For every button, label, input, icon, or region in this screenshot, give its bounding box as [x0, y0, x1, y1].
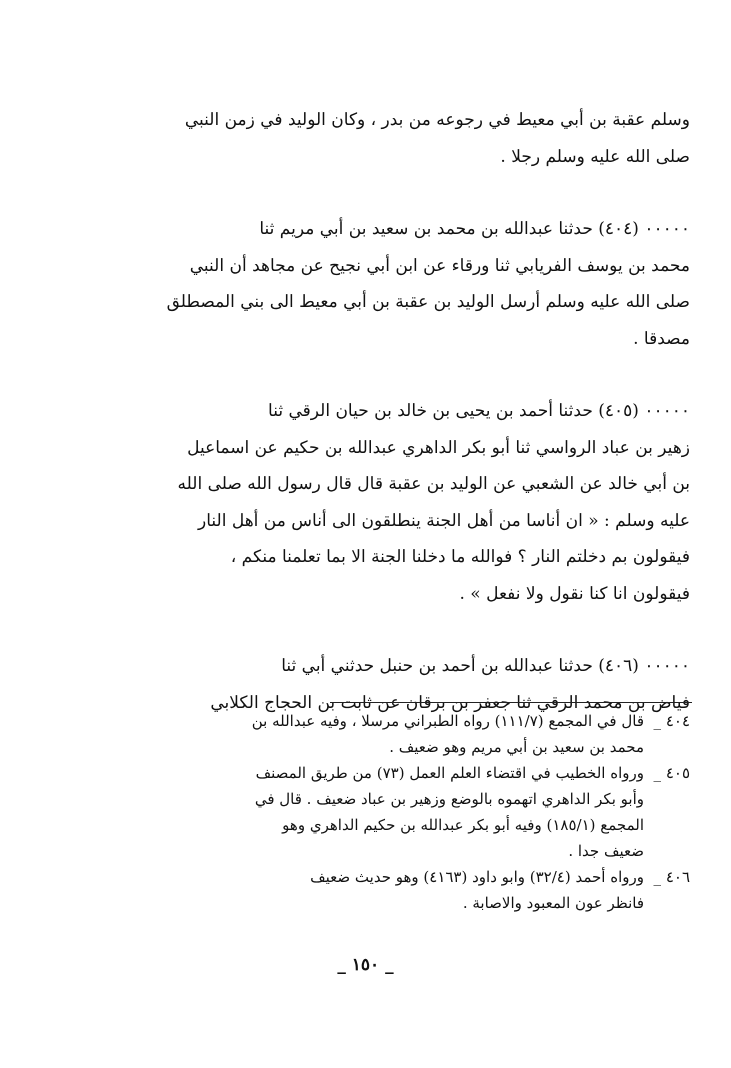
text-line: محمد بن يوسف الفريابي ثنا ورقاء عن ابن أبي نجيح عن مجاهد أن النبي	[189, 255, 690, 276]
paragraph-continuation	[60, 102, 690, 175]
footnotes	[60, 708, 690, 916]
text-line: ٠٠٠٠٠ (٤٠٥) حدثنا أحمد بن يحيى بن خالد بن حيان الرقي ثنا	[268, 401, 690, 421]
footnote-404	[60, 708, 690, 760]
footnote-text	[60, 708, 644, 760]
text-line: ٠٠٠٠٠ (٤٠٤) حدثنا عبدالله بن محمد بن سعيد بن أبي مريم ثنا	[259, 219, 690, 239]
footnote-406	[60, 864, 690, 916]
text-line: بن أبي خالد عن الشعبي عن الوليد بن عقبة قال قال رسول الله صلى الله	[177, 474, 690, 494]
page-number: _ ١٥٠ _	[337, 955, 394, 975]
footnote-line: المجمع (١٨٥/١) وفيه أبو بكر عبدالله بن حكيم الداهري وهو	[282, 816, 644, 834]
footnote-line: فانظر عون المعبود والاصابة .	[462, 894, 644, 912]
text-line: فيقولون انا كنا نقول ولا نفعل » .	[459, 583, 690, 604]
text-line: مصدقا .	[633, 328, 690, 349]
footnote-line: محمد بن سعيد بن أبي مريم وهو ضعيف .	[389, 738, 644, 756]
footnote-line: ورواه أحمد (٣٢/٤) وابو داود (٤١٦٣) وهو حديث ضعيف	[310, 868, 644, 886]
footnote-number: ٤٠٥ _	[653, 764, 690, 782]
footnote-number: ٤٠٤ _	[653, 712, 690, 730]
text-line: ٠٠٠٠٠ (٤٠٦) حدثنا عبدالله بن أحمد بن حنبل حدثني أبي ثنا	[281, 656, 690, 676]
hadith-404	[60, 211, 690, 357]
footnote-number: ٤٠٦ _	[653, 868, 690, 886]
footnote-text	[60, 760, 644, 864]
main-text	[60, 102, 690, 721]
footnote-line: قال في المجمع (١١١/٧) رواه الطبراني مرسلا ، وفيه عبدالله بن	[251, 712, 644, 730]
text-line: فيقولون بم دخلتم النار ؟ فوالله ما دخلنا الجنة الا بما تعلمنا منكم ،	[230, 547, 690, 567]
text-line: عليه وسلم : « ان أناسا من أهل الجنة ينطلقون الى أناس من أهل النار	[198, 510, 690, 531]
footnote-divider	[330, 702, 692, 703]
footnote-line: وأبو بكر الداهري اتهموه بالوضع وزهير بن عباد ضعيف . قال في	[254, 790, 644, 808]
text-line: وسلم عقبة بن أبي معيط في رجوعه من بدر ، وكان الوليد في زمن النبي	[184, 110, 690, 130]
text-line: صلى الله عليه وسلم رجلا .	[500, 146, 690, 167]
footnote-line: ورواه الخطيب في اقتضاء العلم العمل (٧٣) من طريق المصنف	[255, 764, 644, 782]
footnote-text	[60, 864, 644, 916]
text-line: زهير بن عباد الرواسي ثنا أبو بكر الداهري عبدالله بن حكيم عن اسماعيل	[187, 437, 690, 458]
footnote-line: ضعيف جدا .	[568, 842, 644, 860]
text-line: صلى الله عليه وسلم أرسل الوليد بن عقبة بن أبي معيط الى بني المصطلق	[166, 292, 690, 312]
text-line: فياض بن محمد الرقي ثنا جعفر بن برقان عن ثابت بن الحجاج الكلابي	[210, 692, 690, 713]
footnote-405	[60, 760, 690, 864]
hadith-405	[60, 393, 690, 612]
